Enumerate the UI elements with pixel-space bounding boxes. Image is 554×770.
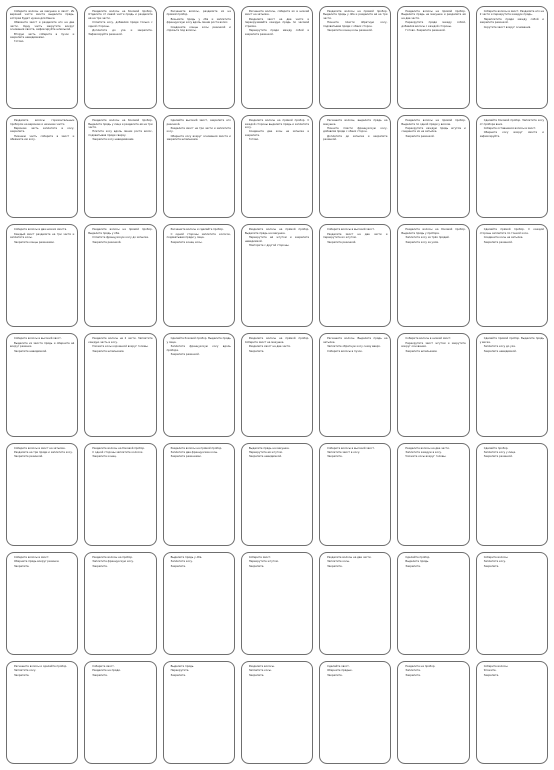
instruction-paragraph: Разделите хвост на две части и перекрутите их жгутом. (323, 232, 388, 240)
instruction-paragraph: Заплетите французскую косу. (92, 560, 134, 564)
instruction-card (319, 661, 391, 764)
instruction-paragraph: Каждый хвост разделите на три части и заплетите косы. (10, 232, 75, 240)
instruction-paragraph: Закрепите резинкой. (483, 455, 513, 459)
instruction-card (6, 224, 78, 327)
instruction-card (84, 661, 156, 764)
instruction-paragraph: Заплетите косы. (248, 669, 272, 673)
instruction-paragraph: Заплетите. (405, 669, 421, 673)
instruction-paragraph: Соберите волосы в высокий хвост. (327, 446, 375, 450)
instruction-paragraph: Расчешите волосы, соберите их в низкий хвост на затылке. (244, 10, 310, 17)
instruction-paragraph: Готово. Закрепите резинкой. (405, 29, 446, 33)
instruction-paragraph: Оберните прядью. (327, 669, 353, 673)
instruction-card (476, 552, 548, 655)
instruction-card (6, 661, 78, 764)
instruction-paragraph: Нижнюю часть соберите в хвост и обвяжите им косу. (10, 134, 75, 142)
instruction-paragraph: Закрепите. (14, 673, 30, 677)
instruction-card (476, 6, 548, 109)
instruction-paragraph: Закрепите косу невидимками. (92, 138, 135, 142)
instruction-paragraph: Разделите волосы на боковой пробор. Выделите прядь у лица и разделите её на три части. (88, 119, 153, 129)
instruction-card (241, 6, 313, 109)
instruction-paragraph: Соберите хвост. (92, 664, 115, 668)
instruction-paragraph: Закрепите невидимкой. (248, 455, 282, 459)
instruction-paragraph: Расчешите волосы, выделите прядь на макушке. (323, 119, 388, 126)
instruction-paragraph: Соберите волосы в низкий хвост. (405, 337, 452, 341)
instruction-paragraph: Перекрутите жгутом. (248, 560, 279, 564)
instruction-paragraph: Закрепите. (170, 564, 186, 568)
instruction-paragraph: Разделите волосы на прямой пробор. С каждой стороны выделите прядь и заплетите косу. (244, 119, 310, 129)
instruction-card (476, 443, 548, 546)
instruction-paragraph: Заплетите французскую косу вдоль пробора. (166, 345, 231, 352)
instruction-paragraph: Выделите прядь на макушке. (248, 446, 290, 450)
instruction-card (163, 115, 235, 218)
instruction-card (6, 115, 78, 218)
instruction-card (6, 443, 78, 546)
instruction-card (397, 443, 469, 546)
instruction-paragraph: Перекрутите пряди между собой и закрепите резинкой. (244, 29, 310, 36)
instruction-paragraph: Заплетите косу. (14, 669, 37, 673)
instruction-paragraph: Закрепите. (92, 673, 108, 677)
instruction-paragraph: Сделайте боковой пробор. Выделите прядь у лица. (166, 337, 231, 344)
instruction-paragraph: Расчешите волосы и сделайте пробор. (14, 664, 68, 668)
instruction-paragraph: Соедините две косы на затылке и закрепите. (244, 130, 310, 137)
instruction-paragraph: Сделайте высокий хвост, закрепите его резинкой. (166, 119, 231, 126)
instruction-paragraph: Сделайте хвост. (327, 664, 350, 668)
instruction-paragraph: Закрепите резинкой. (14, 455, 44, 459)
instruction-paragraph: Закрепите резинкой. (327, 240, 357, 244)
instruction-paragraph: Сплетите косу, добавляя пряди только с одной стороны. (88, 21, 153, 28)
instruction-paragraph: Разделите волосы на прямой пробор. Выделите прядь у лба и разделите её на три части. (323, 10, 388, 20)
instruction-paragraph: Заплетите хвост в косу. (327, 450, 361, 454)
instruction-paragraph: Расчешите волосы, разделите их на прямой пробор. (166, 10, 231, 17)
instruction-card (241, 443, 313, 546)
instruction-paragraph: Разделите волосы на прямой пробор. (170, 446, 223, 450)
instruction-paragraph: С одной стороны заплетите колосок. (92, 450, 144, 454)
instruction-paragraph: Закрепите. (248, 673, 265, 677)
instruction-card (241, 333, 313, 436)
instruction-paragraph: Уложите косы корзинкой вокруг головы. (92, 345, 149, 349)
instruction-paragraph: Начните плести обратную косу, подхватывая пряди с обеих сторон. (323, 21, 388, 28)
instruction-paragraph: Заплетите косы. (327, 560, 350, 564)
instruction-paragraph: Соберите волосы в высокий хвост. (14, 337, 62, 341)
instruction-paragraph: Оберните косу вокруг основания хвоста и закрепите шпильками. (166, 134, 231, 142)
instruction-paragraph: Разделите на пробор. (405, 664, 436, 668)
instruction-paragraph: Соберите волосы в пучок. (327, 349, 363, 353)
instruction-paragraph: Закрепите невидимкой. (483, 349, 517, 353)
instruction-paragraph: Разделите волосы на две части. (327, 555, 372, 559)
instruction-paragraph: Соедините концы косы резинкой и спрячьте под волосы. (166, 25, 231, 33)
instruction-paragraph: Закрепите. (327, 673, 343, 677)
instruction-paragraph: Закрепите резинкой. (170, 353, 200, 357)
instruction-card (319, 443, 391, 546)
instruction-paragraph: Выделите прядь. (170, 664, 195, 668)
instruction-paragraph: Заплетите две французские косы. (170, 450, 219, 454)
instruction-card (241, 661, 313, 764)
instruction-card (84, 443, 156, 546)
instruction-paragraph: Соберите волосы. (483, 555, 509, 559)
instruction-paragraph: Вторую часть соберите в пучок и закрепите невидимками. (10, 32, 75, 39)
instruction-paragraph: Соберите волосы. (483, 664, 509, 668)
instruction-card (319, 6, 391, 109)
instruction-card (476, 333, 548, 436)
instruction-paragraph: Разделите хвост на две части и перекручивайте каждую прядь по часовой стрелке. (244, 17, 310, 28)
instruction-paragraph: Готово. (14, 40, 25, 44)
instruction-paragraph: Закрепите. (327, 455, 343, 459)
instruction-card (397, 661, 469, 764)
instruction-paragraph: Разделите волосы на прямой пробор. Выделите прядь у лба. (88, 228, 153, 235)
instruction-paragraph: Закрепите резинками. (170, 455, 202, 459)
instruction-paragraph: Разделите волосы на пробор. (92, 555, 133, 559)
instruction-paragraph: Разделите на три пряди и заплетите косу. (14, 450, 73, 454)
instruction-paragraph: Заплетите каждую в косу. (405, 450, 442, 454)
instruction-paragraph: Разделите волосы на боковой пробор. (92, 446, 145, 450)
instruction-paragraph: Оберните прядь вокруг резинки. (14, 560, 60, 564)
instruction-paragraph: Разделите волосы на боковой пробор. Отделите от левой части прядь и разделите её на три части. (88, 10, 153, 20)
instruction-paragraph: Доплетите до затылка и закрепите резинкой. (323, 134, 388, 142)
instruction-paragraph: Готово. (248, 138, 260, 142)
instruction-paragraph: Разделите волосы на прямой пробор. Выделите прядь на макушке и разделите её на две части. (401, 10, 466, 20)
instruction-paragraph: Закрепите концы резинками. (14, 240, 55, 244)
instruction-card (397, 115, 469, 218)
instruction-paragraph: Сплетите французскую косу до затылка. (92, 236, 149, 240)
instruction-paragraph: Перекрутите пряди между собой, добавляя волосы с каждой стороны. (401, 21, 466, 28)
instruction-card (476, 224, 548, 327)
instruction-paragraph: Разделите волосы. (248, 664, 275, 668)
instruction-card (163, 443, 235, 546)
instruction-paragraph: Разделите волосы горизонтальным пробором на верхнюю и нижнюю части. (10, 119, 75, 126)
instruction-paragraph: Перекрутите. (170, 669, 190, 673)
instruction-paragraph: Закрепите конец. (92, 455, 117, 459)
instruction-card (6, 333, 78, 436)
instruction-paragraph: Уложите косы вокруг головы. (405, 455, 447, 459)
instruction-paragraph: Закрепите резинкой. (92, 240, 122, 244)
instruction-paragraph: Закрепите резинкой. (405, 134, 435, 138)
instruction-paragraph: Сделайте пробор. (405, 555, 431, 559)
instruction-card (476, 661, 548, 764)
instruction-paragraph: Закрепите. (92, 564, 108, 568)
instruction-paragraph: Закрепите. (405, 673, 421, 677)
instruction-paragraph: Соберите хвост. (248, 555, 272, 559)
instruction-paragraph: Соберите волосы в хвост. Разделите его на 2 части и перекрутите каждую прядь. (479, 10, 544, 17)
instruction-paragraph: Закрепите. (248, 564, 265, 568)
instruction-paragraph: Сделайте боковой пробор. Заплетите косу от пробора вниз. (479, 119, 544, 126)
instruction-paragraph: Сделайте прямой пробор. Выделите прядь у виска. (479, 337, 544, 344)
instruction-card (84, 6, 156, 109)
instruction-card (476, 115, 548, 218)
instruction-card (241, 552, 313, 655)
instruction-paragraph: Соберите волосы в хвост. (14, 555, 50, 559)
instruction-paragraph: Разделите волосы на 2 части. Заплетите каждую часть в косу. (88, 337, 153, 344)
instruction-paragraph: Начните плести французскую косу, добавляя пряди с обеих сторон. (323, 126, 388, 134)
instruction-paragraph: Закрепите резинкой. (483, 240, 513, 244)
instruction-paragraph: Заплетите косу из трёх прядей. (405, 236, 450, 240)
instruction-card (84, 115, 156, 218)
instruction-card (6, 552, 78, 655)
instruction-paragraph: Верхнюю часть заплетите в косу, закрепите. (10, 126, 75, 134)
instruction-paragraph: Доплетите до уха и закрепите. Зафиксируйте резинкой. (88, 29, 153, 36)
instruction-paragraph: Закрепите. (405, 564, 421, 568)
instruction-paragraph: Оберните косу вокруг хвоста и зафиксируйте. (479, 131, 544, 138)
instruction-paragraph: Перекрутите её жгутом и закрепите невидимкой. (244, 236, 310, 243)
instruction-paragraph: Перекрутите хвост жгутом и закрутите вокруг основания. (401, 341, 466, 349)
instruction-paragraph: Закрепите. (483, 673, 500, 677)
instruction-card (241, 224, 313, 327)
instruction-card (163, 6, 235, 109)
instruction-card (319, 115, 391, 218)
instruction-paragraph: Закрепите. (483, 564, 500, 568)
instruction-paragraph: Расчешите волосы. Выделите прядь на затылке. (323, 337, 388, 344)
instruction-paragraph: Расчешите волосы и сделайте пробор. (170, 228, 224, 232)
instruction-card (319, 333, 391, 436)
instruction-paragraph: Заплетите косу. (483, 560, 506, 564)
instruction-paragraph: Соедините косы на затылке. (483, 236, 524, 240)
instruction-paragraph: Выделите из хвоста прядь и оберните её вокруг резинки. (10, 341, 75, 349)
instruction-card (397, 6, 469, 109)
instruction-card (84, 224, 156, 327)
instruction-paragraph: Разделите волосы на две части. (405, 446, 450, 450)
instruction-paragraph: Разделите волосы на прямой пробор. Соберите хвост на макушке. (244, 337, 310, 344)
instruction-paragraph: Соберите оставшиеся волосы в хвост. (483, 126, 537, 130)
instruction-paragraph: Сделайте пробор. (483, 446, 509, 450)
instruction-paragraph: Закрепите косу за ухом. (405, 240, 439, 244)
instruction-paragraph: Соберите волосы на макушке в хвост. Из верхней части хвоста выделите прядь, которая будет нужна для банки. (10, 10, 75, 20)
instruction-paragraph: Закрепите. (248, 349, 265, 353)
instruction-paragraph: Возьмите прядь у лба и заплетите французскую косу вдоль линии роста волос. (166, 17, 231, 25)
instruction-paragraph: Закрепите. (327, 564, 343, 568)
instruction-paragraph: Переплетите пряди между собой и закрепите резинкой. (479, 17, 544, 25)
instruction-card (163, 552, 235, 655)
instruction-paragraph: Заплетите косу до уха. (483, 345, 516, 349)
instruction-card (163, 333, 235, 436)
instruction-paragraph: Уложите. (483, 669, 497, 673)
instruction-paragraph: Выделите прядь у лба. (170, 555, 203, 559)
instruction-card (319, 552, 391, 655)
instruction-card (6, 6, 78, 109)
instruction-card (319, 224, 391, 327)
instruction-paragraph: Разделите хвост на две части. (248, 345, 291, 349)
instruction-paragraph: Перекрутите каждую прядь жгутом и соедините их на затылке. (401, 126, 466, 134)
instruction-paragraph: Разделите хвост на три части и заплетите косу. (166, 126, 231, 134)
instruction-paragraph: Соберите волосы в два низких хвоста. (14, 228, 67, 232)
instruction-paragraph: Выделите прядь. (405, 560, 429, 564)
instruction-paragraph: Закрепите. (170, 673, 186, 677)
instruction-paragraph: Соберите волосы в хвост на затылке. (14, 446, 66, 450)
instruction-paragraph: С одной стороны заплетите колосок, подхватывая пряди у лица. (166, 232, 231, 240)
instruction-paragraph: Закрепите конец косы резинкой. (327, 29, 373, 33)
instruction-card (397, 333, 469, 436)
instruction-card (84, 552, 156, 655)
instruction-card (241, 115, 313, 218)
instruction-paragraph: Закрепите шпильками. (92, 349, 125, 353)
instruction-paragraph: Заплетите обратную косу снизу вверх. (327, 345, 381, 349)
instruction-paragraph: Соберите волосы в высокий хвост. (327, 228, 375, 232)
instruction-paragraph: Плетите косу вдоль линии роста волос, подхватывая пряди сверху. (88, 130, 153, 137)
instruction-paragraph: Закрепите шпильками. (405, 349, 438, 353)
instruction-paragraph: Заплетите косу. (170, 560, 193, 564)
instruction-paragraph: Повторите с другой стороны. (248, 243, 290, 247)
instruction-paragraph: Закрепите. (14, 564, 30, 568)
instruction-paragraph: Обвяжите хвост и разделите его на две части. Одну часть закрутите вокруг основания хвоста, зафиксируйте шпилькой. (10, 21, 75, 32)
instruction-card (397, 224, 469, 327)
instruction-paragraph: Закрепите конец косы. (170, 240, 203, 244)
instruction-paragraph: Закрепите невидимкой. (14, 349, 47, 353)
instruction-paragraph: Разделите волосы на боковой пробор. Выделите прядь у пробора. (401, 228, 466, 235)
instruction-paragraph: Заплетите косу у лица. (483, 450, 516, 454)
instruction-paragraph: Скрутите хвост вокруг основания. (483, 25, 532, 29)
instruction-paragraph: Разделите волосы на прямой пробор. Выделите по одной пряди у висков. (401, 119, 466, 126)
instruction-paragraph: Разделите на пряди. (92, 669, 121, 673)
instruction-card (163, 661, 235, 764)
instruction-paragraph: Сделайте прямой пробор. С каждой стороны заплетите по тонкой косе. (479, 228, 544, 235)
instruction-paragraph: Перекрутите её жгутом. (248, 450, 283, 454)
instruction-paragraph: Разделите волосы на прямой пробор. Выделите прядь на макушке. (244, 228, 310, 235)
instruction-card (397, 552, 469, 655)
instruction-card (84, 333, 156, 436)
instruction-card (163, 224, 235, 327)
